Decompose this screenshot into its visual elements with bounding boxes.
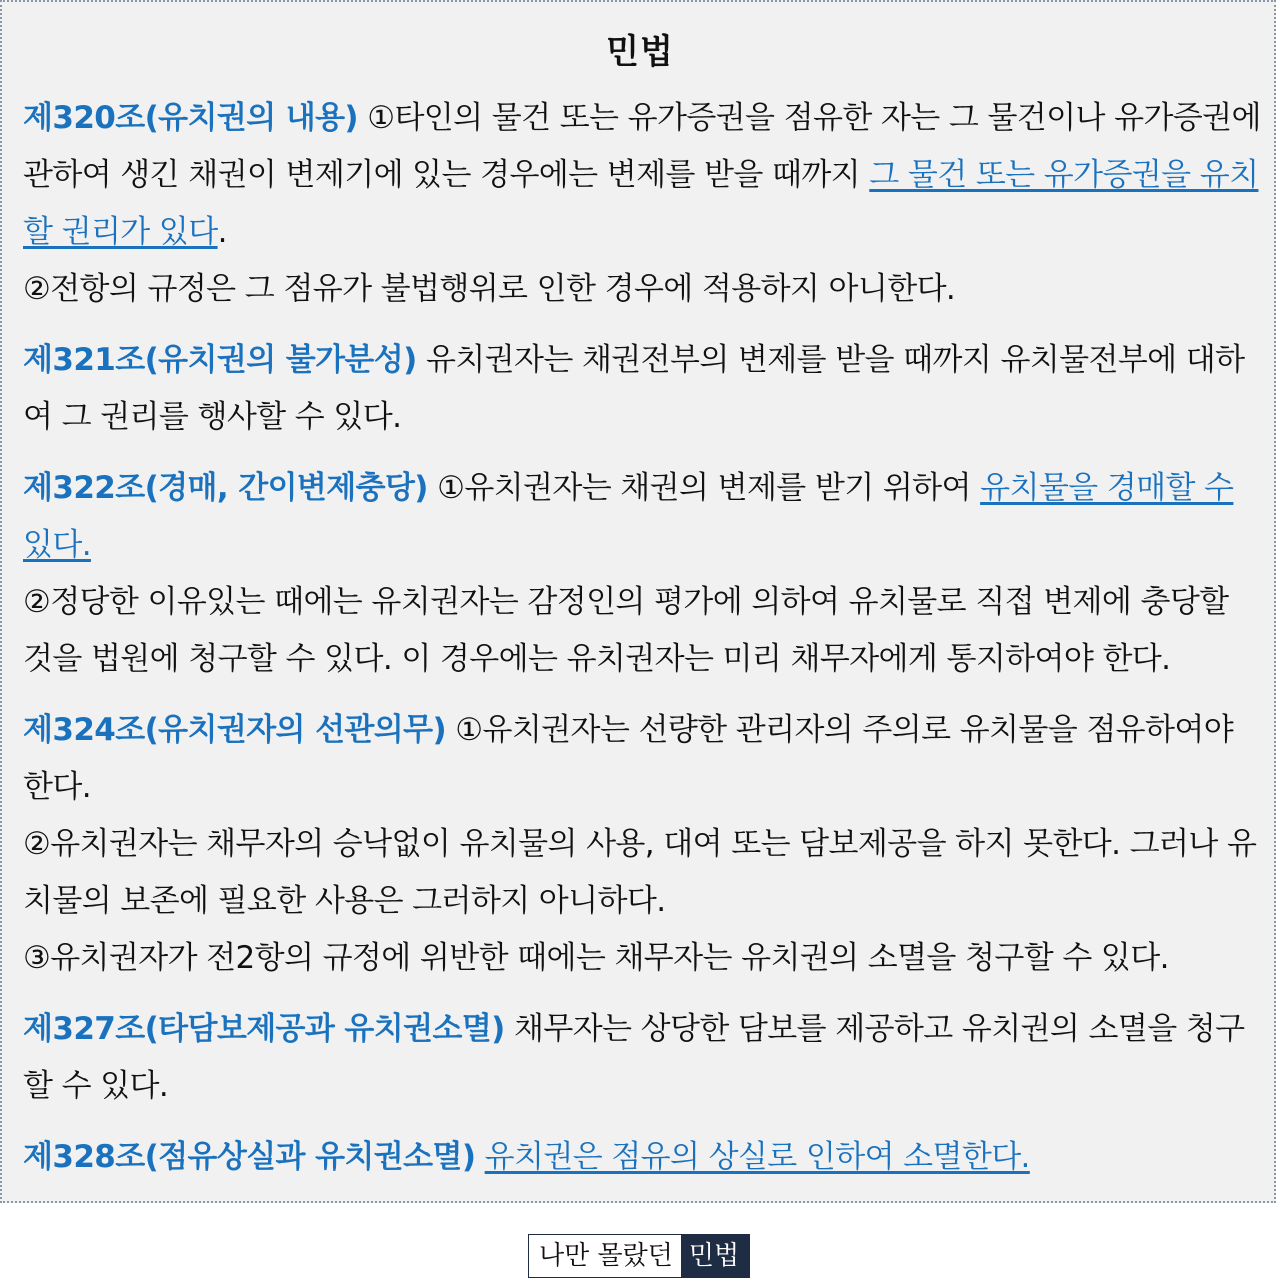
article-heading: 제321조(유치권의 불가분성) — [23, 342, 417, 378]
article-text: ①유치권자는 채권의 변제를 받기 위하여 — [427, 470, 981, 506]
article-text: 유치권자는 채권전부의 변제를 받을 때까지 유치물전부에 대하여 그 권리를 행사할 수 있다. — [23, 342, 1245, 435]
article-328 — [23, 1129, 1261, 1186]
article-heading: 제324조(유치권자의 선관의무) — [23, 712, 447, 748]
article-text: ①유치권자는 선량한 관리자의 주의로 유치물을 점유하여야 한다. — [23, 712, 1234, 805]
badge-right-text: 민법 — [681, 1235, 749, 1277]
article-text-end: . — [217, 214, 227, 250]
article-paragraph: ②전항의 규정은 그 점유가 불법행위로 인한 경우에 적용하지 아니한다. — [23, 271, 956, 307]
article-link[interactable]: 그 물건 또는 유가증권을 유치할 권리가 있다 — [23, 157, 1259, 250]
article-paragraph — [23, 1001, 1261, 1115]
article-heading: 제322조(경매, 간이변제충당) — [23, 470, 428, 506]
article-paragraph — [23, 702, 1261, 816]
article-link[interactable]: 유치권은 점유의 상실로 인하여 소멸한다. — [484, 1139, 1030, 1175]
badge-left-text: 나만 몰랐던 — [529, 1235, 681, 1277]
article-paragraph — [23, 332, 1261, 446]
article-paragraph: ③유치권자가 전2항의 규정에 위반한 때에는 채무자는 유치권의 소멸을 청구할 수 있다. — [23, 940, 1169, 976]
article-text: ①타인의 물건 또는 유가증권을 점유한 자는 그 물건이나 유가증권에 관하여 생긴 채권이 변제기에 있는 경우에는 변제를 받을 때까지 — [23, 100, 1261, 193]
article-heading: 제327조(타담보제공과 유치권소멸) — [23, 1011, 505, 1047]
article-324 — [23, 702, 1261, 987]
articles-list — [23, 90, 1261, 1186]
article-text — [475, 1139, 484, 1175]
article-text: 채무자는 상당한 담보를 제공하고 유치권의 소멸을 청구할 수 있다. — [23, 1011, 1245, 1104]
article-321 — [23, 332, 1261, 446]
article-heading: 제328조(점유상실과 유치권소멸) — [23, 1139, 476, 1175]
article-paragraph — [23, 1129, 1261, 1186]
document-title: 민법 — [606, 32, 674, 72]
article-paragraph — [23, 90, 1261, 261]
article-320 — [23, 90, 1261, 318]
article-paragraph — [23, 460, 1261, 574]
series-badge — [528, 1234, 750, 1278]
article-327 — [23, 1001, 1261, 1115]
article-link[interactable]: 유치물을 경매할 수 있다. — [23, 470, 1234, 563]
article-322 — [23, 460, 1261, 688]
article-paragraph: ②정당한 이유있는 때에는 유치권자는 감정인의 평가에 의하여 유치물로 직접 변제에 충당할 것을 법원에 청구할 수 있다. 이 경우에는 유치권자는 미리 채무자에게 통지하여야 한다. — [23, 584, 1229, 677]
article-paragraph: ②유치권자는 채무자의 승낙없이 유치물의 사용, 대여 또는 담보제공을 하지 못한다. 그러나 유치물의 보존에 필요한 사용은 그러하지 아니하다. — [23, 826, 1257, 919]
article-heading: 제320조(유치권의 내용) — [23, 100, 359, 136]
